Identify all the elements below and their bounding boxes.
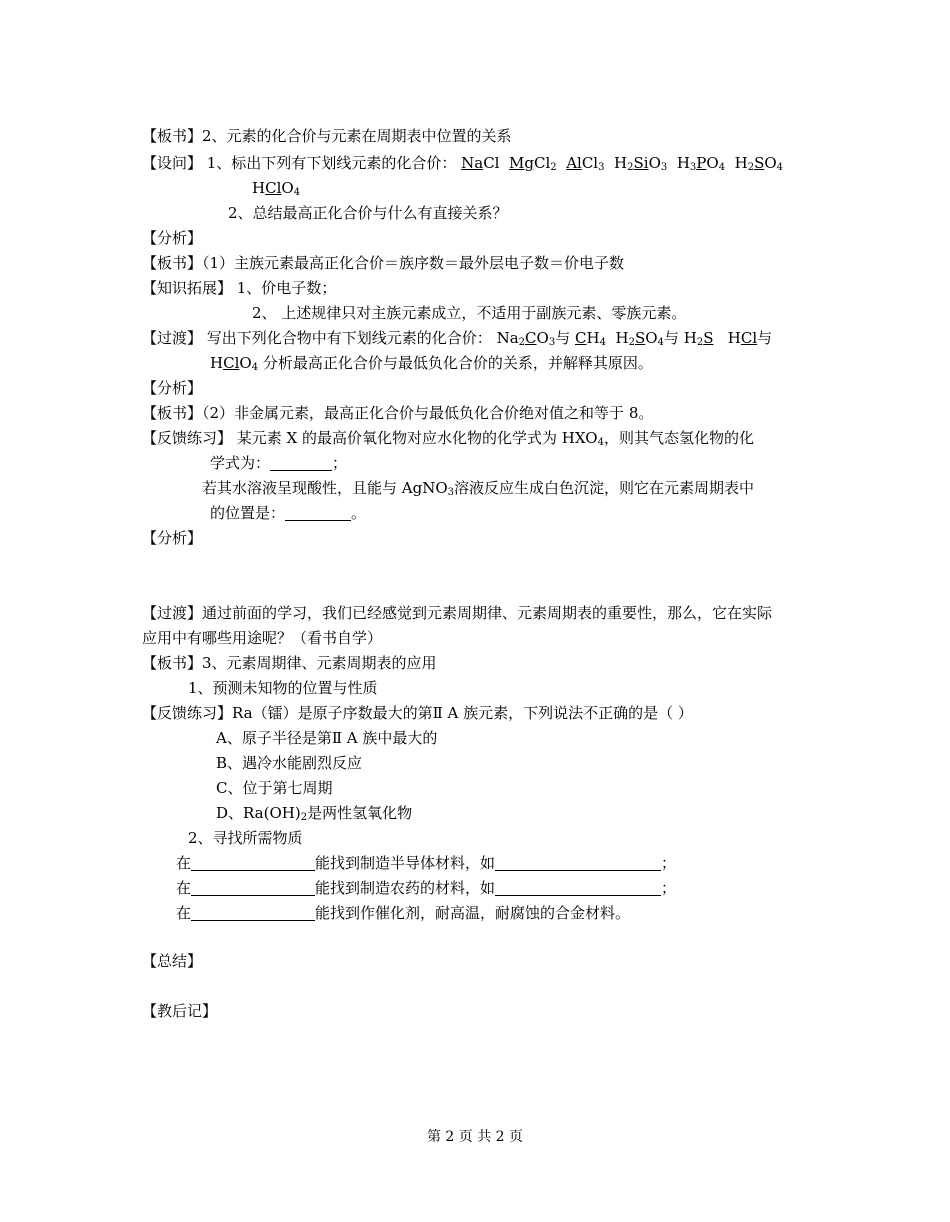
fill-blank-3a[interactable] bbox=[191, 906, 315, 921]
fill-blank-1a[interactable] bbox=[191, 856, 315, 871]
formula-na2co3: $Na_2CO_3$ bbox=[496, 329, 556, 348]
formula-hclo4: HClO$_4$ bbox=[252, 179, 301, 198]
transition-line-1: 【过渡】 写出下列化合物中有下划线元素的化合价： $Na_2CO_3$与 $CH_4$ $H_2SO_4$与 $H_2S$ HCl与 bbox=[142, 329, 773, 348]
fill-line-1: 在 能找到制造半导体材料，如 ； bbox=[176, 854, 677, 872]
exercise-line-1: 【反馈练习】 某元素 X 的最高价氧化物对应水化物的化学式为 $HXO_4$，则其气态氢化物的化 bbox=[142, 429, 754, 448]
exercise-line-4: 的位置是： 。 bbox=[210, 504, 367, 522]
board-rule-1: 【板书】（1）主族元素最高正化合价＝族序数＝最外层电子数＝价电子数 bbox=[142, 254, 625, 272]
answer-blank-formula[interactable] bbox=[270, 456, 332, 471]
fill-blank-2b[interactable] bbox=[495, 881, 661, 896]
knowledge-extension-1: 【知识拓展】 1、价电子数； bbox=[142, 279, 337, 297]
subheading-find: 2、寻找所需物质 bbox=[188, 829, 303, 847]
formula-mgcl2: MgCl$_2$ bbox=[509, 154, 557, 173]
knowledge-extension-2: 2、 上述规律只对主族元素成立，不适用于副族元素、零族元素。 bbox=[252, 304, 687, 322]
formula-hcl: HCl bbox=[727, 329, 758, 347]
analysis-heading-2: 【分析】 bbox=[142, 379, 203, 397]
formula-h2s: $H_2S$ bbox=[683, 329, 714, 348]
transition-paragraph-line-2: 应用中有哪些用途呢？（看书自学） bbox=[142, 629, 383, 647]
analysis-heading-3: 【分析】 bbox=[142, 529, 203, 547]
option-d[interactable]: D、$Ra(OH)_2$是两性氢氧化物 bbox=[216, 804, 413, 823]
board-heading-2: 【板书】2、元素的化合价与元素在周期表中位置的关系 bbox=[142, 127, 512, 145]
question-line-1 bbox=[142, 153, 783, 173]
formula-ch4: $CH_4$ bbox=[574, 329, 606, 348]
summary-heading: 【总结】 bbox=[142, 952, 203, 970]
subheading-predict: 1、预测未知物的位置与性质 bbox=[188, 679, 378, 697]
fill-blank-1b[interactable] bbox=[495, 856, 661, 871]
formula-h2so4: $H_2SO_4$ bbox=[734, 154, 784, 173]
fill-blank-2a[interactable] bbox=[191, 881, 315, 896]
formula-h2so4-pair: $H_2SO_4$ bbox=[615, 329, 664, 348]
option-c[interactable]: C、位于第七周期 bbox=[216, 779, 333, 797]
answer-blank-position[interactable] bbox=[285, 506, 351, 521]
page-footer: 第 2 页 共 2 页 bbox=[426, 1129, 524, 1145]
formula-alcl3: AlCl$_3$ bbox=[566, 154, 605, 173]
question-label: 【设问】 1、标出下列有下划线元素的化合价： bbox=[142, 154, 457, 172]
analysis-heading: 【分析】 bbox=[142, 229, 203, 247]
transition-paragraph-line-1: 【过渡】通过前面的学习，我们已经感觉到元素周期律、元素周期表的重要性，那么，它在实际 bbox=[142, 604, 773, 622]
formula-nacl: NaCl bbox=[461, 154, 500, 172]
exercise-line-3: 若其水溶液呈现酸性，且能与 AgNO$_3$溶液反应生成白色沉淀，则它在元素周期表中 bbox=[202, 479, 755, 498]
formula-h3po4: $H_3PO_4$ bbox=[676, 154, 726, 173]
board-heading-3: 【板书】3、元素周期律、元素周期表的应用 bbox=[142, 654, 437, 672]
formula-h2sio3: $H_2SiO_3$ bbox=[614, 154, 668, 173]
exercise-question-ra: 【反馈练习】Ra（镭）是原子序数最大的第Ⅱ A 族元素，下列说法不正确的是（ ） bbox=[142, 704, 693, 722]
option-a[interactable]: A、原子半径是第Ⅱ A 族中最大的 bbox=[216, 729, 438, 747]
exercise-line-2: 学式为： ； bbox=[210, 454, 348, 472]
question-line-2: 2、总结最高正化合价与什么有直接关系？ bbox=[228, 204, 508, 222]
fill-line-3: 在 能找到作催化剂，耐高温，耐腐蚀的合金材料。 bbox=[176, 904, 631, 922]
fill-line-2: 在 能找到制造农药的材料，如 ； bbox=[176, 879, 677, 897]
post-lesson-notes-heading: 【教后记】 bbox=[142, 1002, 218, 1020]
transition-line-2: HClO$_4$ 分析最高正化合价与最低负化合价的关系，并解释其原因。 bbox=[210, 354, 653, 373]
option-b[interactable]: B、遇冷水能剧烈反应 bbox=[216, 754, 363, 772]
board-rule-2: 【板书】（2）非金属元素，最高正化合价与最低负化合价绝对值之和等于 8。 bbox=[142, 404, 654, 422]
formula-hclo4-pair: HClO$_4$ bbox=[210, 354, 259, 373]
